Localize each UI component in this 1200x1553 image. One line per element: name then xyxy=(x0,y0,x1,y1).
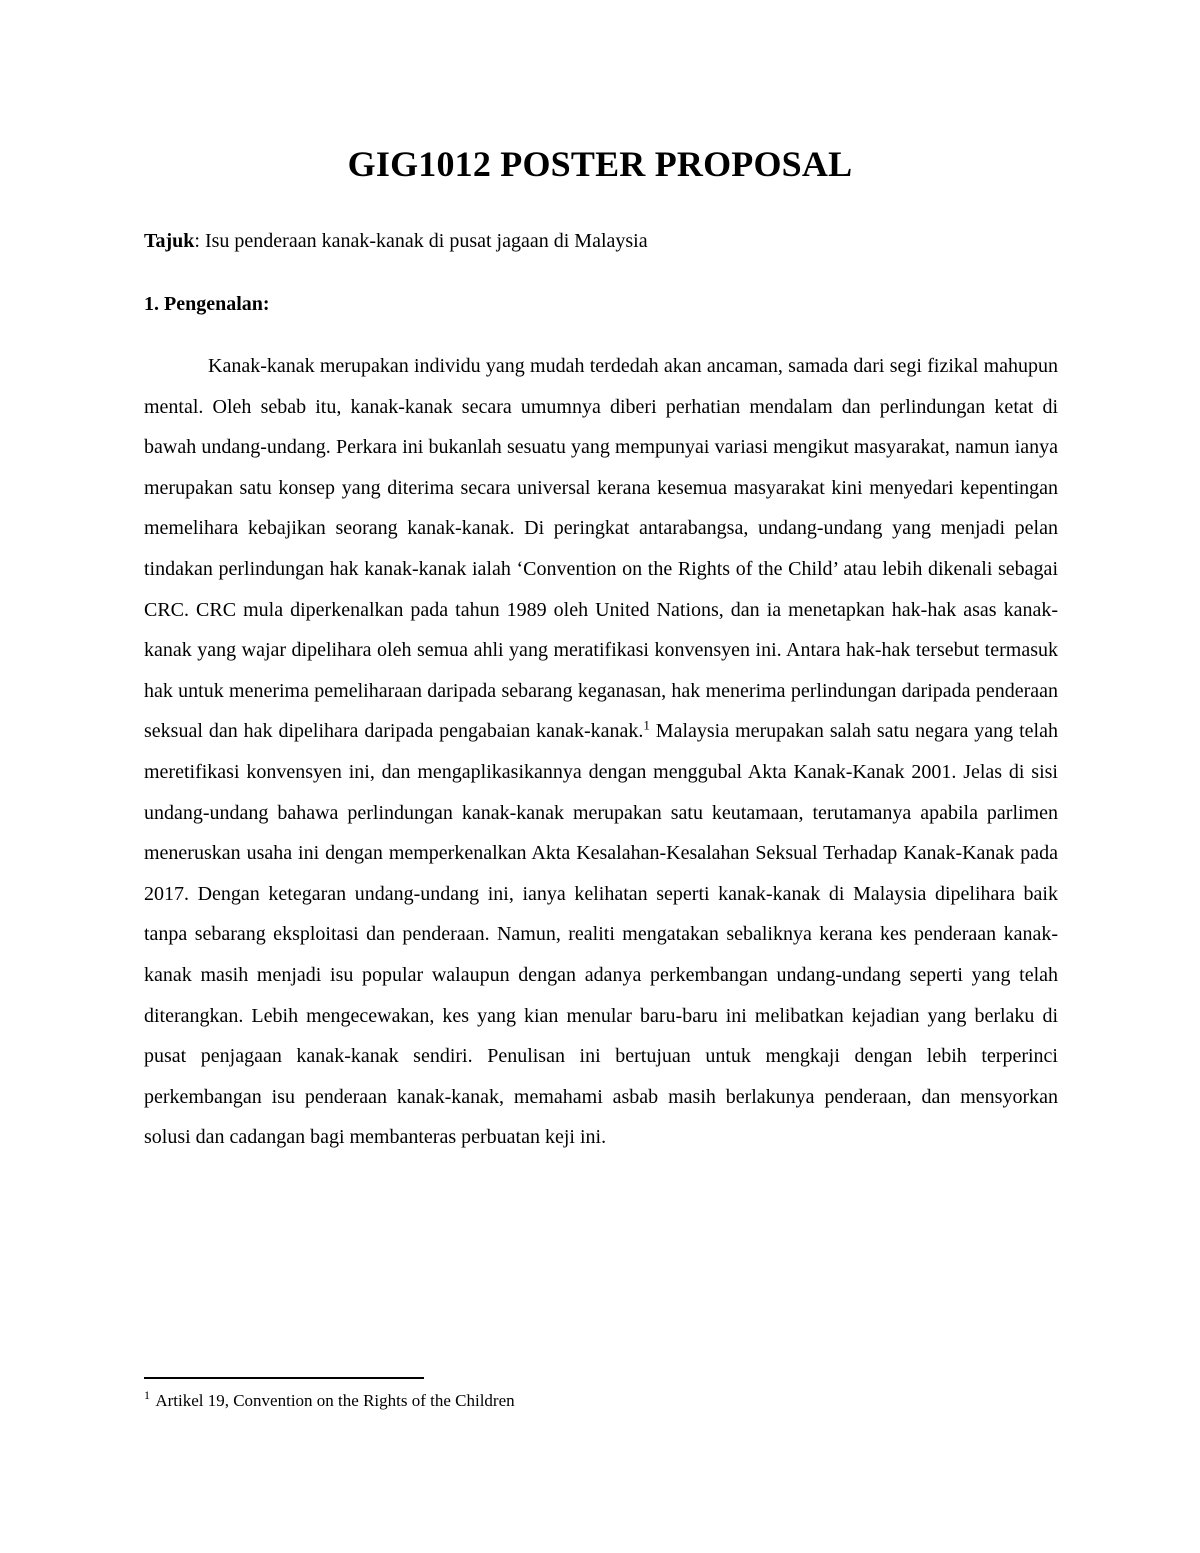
tajuk-separator: : xyxy=(194,230,200,252)
tajuk-label: Tajuk xyxy=(144,230,195,252)
footnote-text: Artikel 19, Convention on the Rights of the Children xyxy=(155,1391,515,1410)
footnote-reference[interactable]: 1 xyxy=(643,717,650,733)
document-title: GIG1012 POSTER PROPOSAL xyxy=(347,144,853,184)
section-heading-pengenalan: 1. Pengenalan: xyxy=(144,293,270,315)
tajuk-text: Isu penderaan kanak-kanak di pusat jagaan di Malaysia xyxy=(204,230,648,252)
body-paragraph xyxy=(144,346,1058,1158)
tajuk-line xyxy=(144,227,648,255)
footnote-separator xyxy=(144,1377,424,1379)
paragraph-text-part-1: Kanak-kanak merupakan individu yang mudah terdedah akan ancaman, samada dari segi fizikal mahupun mental. Oleh sebab itu, kanak-kanak secara umumnya diberi perhatian mendalam dan perlindungan ketat di bawah undang-undang. Perkara ini bukanlah sesuatu yang mempunyai variasi mengikut masyarakat, namun ianya merupakan satu konsep yang diterima secara universal kerana kesemua masyarakat kini menyedari kepentingan memelihara kebajikan seorang kanak-kanak. Di peringkat antarabangsa, undang-undang yang menjadi pelan tindakan perlindungan hak kanak-kanak ialah ‘Convention on the Rights of the Child’ atau lebih dikenali sebagai CRC. CRC mula diperkenalkan pada tahun 1989 oleh United Nations, dan ia menetapkan hak-hak asas kanak-kanak yang wajar dipelihara oleh semua ahli yang meratifikasi konvensyen ini. Antara hak-hak tersebut termasuk hak untuk menerima pemeliharaan daripada sebarang keganasan, hak menerima perlindungan daripada penderaan seksual dan hak dipelihara daripada pengabaian kanak-kanak. xyxy=(144,355,1058,743)
footnote-mark: 1 xyxy=(144,1388,150,1403)
footnote xyxy=(144,1388,515,1414)
paragraph-text-part-2: Malaysia merupakan salah satu negara yang telah meretifikasi konvensyen ini, dan mengaplikasikannya dengan menggubal Akta Kanak-Kanak 2001. Jelas di sisi undang-undang bahawa perlindungan kanak-kanak merupakan satu keutamaan, terutamanya apabila parlimen meneruskan usaha ini dengan memperkenalkan Akta Kesalahan-Kesalahan Seksual Terhadap Kanak-Kanak pada 2017. Dengan ketegaran undang-undang ini, ianya kelihatan seperti kanak-kanak di Malaysia dipelihara baik tanpa sebarang eksploitasi dan penderaan. Namun, realiti mengatakan sebaliknya kerana kes penderaan kanak-kanak masih menjadi isu popular walaupun dengan adanya perkembangan undang-undang seperti yang telah diterangkan. Lebih mengecewakan, kes yang kian menular baru-baru ini melibatkan kejadian yang berlaku di pusat penjagaan kanak-kanak sendiri. Penulisan ini bertujuan untuk mengkaji dengan lebih terperinci perkembangan isu penderaan kanak-kanak, memahami asbab masih berlakunya penderaan, dan mensyorkan solusi dan cadangan bagi membanteras perbuatan keji ini. xyxy=(144,720,1058,1149)
